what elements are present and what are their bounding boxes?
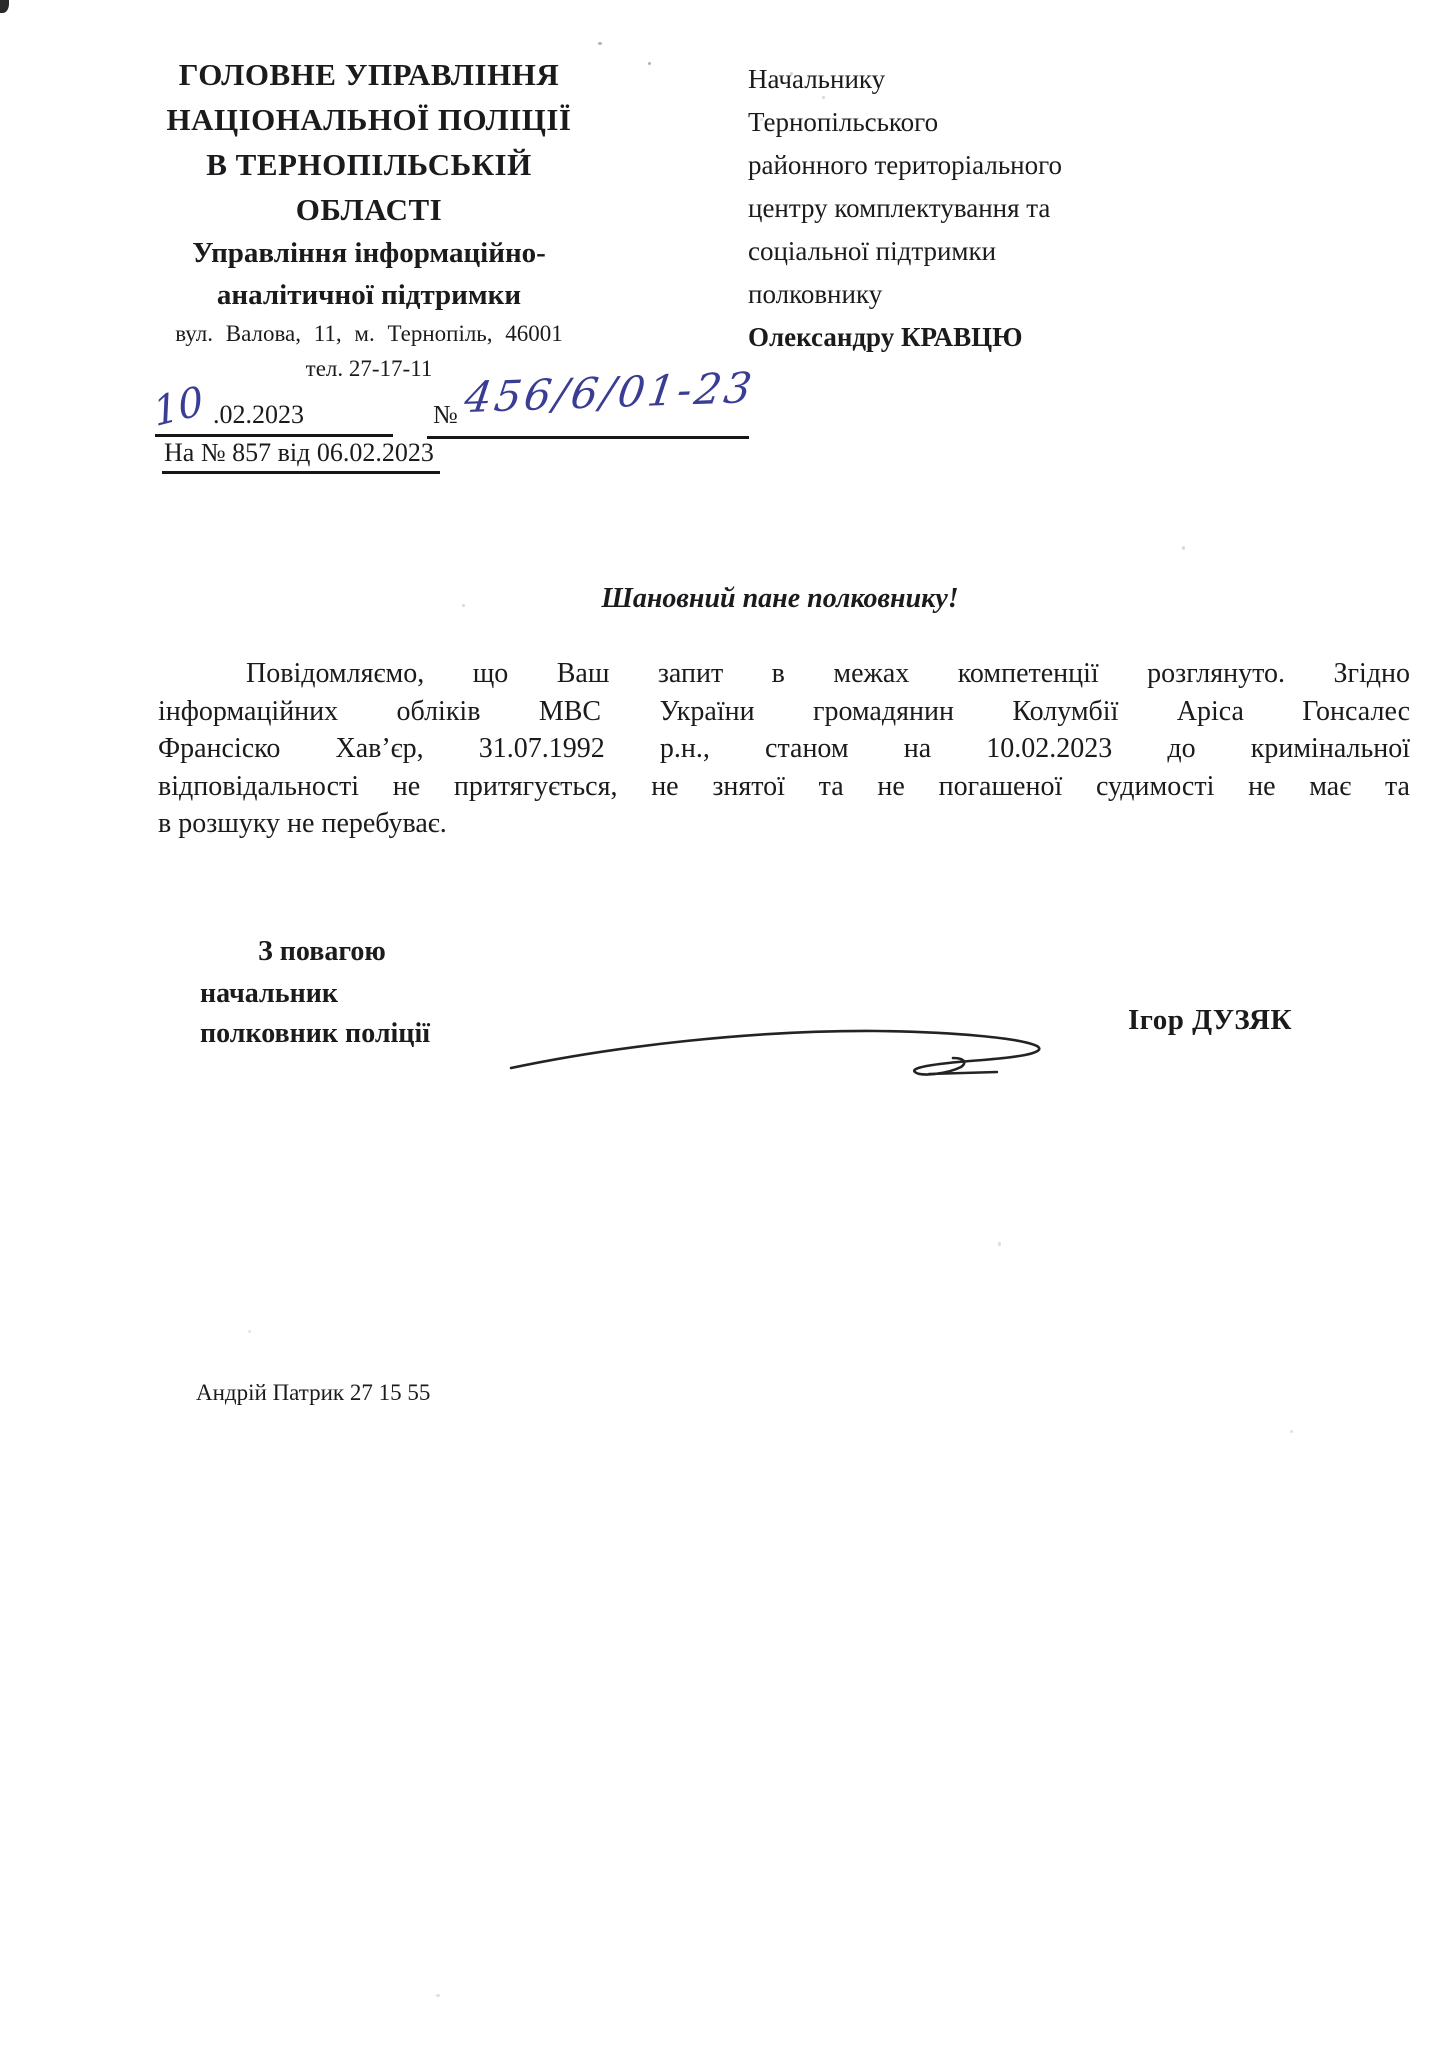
printed-date: .02.2023 <box>213 400 304 429</box>
closing-phrase: З повагою <box>258 936 386 967</box>
scan-speck <box>1182 546 1185 550</box>
recipient-name: Олександру КРАВЦЮ <box>748 322 1023 352</box>
sender-org-line: В ТЕРНОПІЛЬСЬКІЙ <box>206 147 532 182</box>
reply-to-reference: На № 857 від 06.02.2023 <box>162 438 440 474</box>
number-sign: № <box>433 400 458 429</box>
handwritten-date-day: 10 <box>150 377 207 437</box>
recipient-line: Тернопільського <box>748 107 939 137</box>
body-line: в розшуку не перебуває. <box>158 808 447 840</box>
sender-letterhead <box>130 52 608 386</box>
recipient-line: соціальної підтримки <box>748 236 997 266</box>
sender-address: вул. Валова, 11, м. Тернопіль, 46001 <box>175 321 563 346</box>
sender-org-line: ОБЛАСТІ <box>295 192 443 227</box>
recipient-line: Начальнику <box>748 64 886 94</box>
handwritten-signature <box>505 1008 1050 1093</box>
scan-speck <box>648 62 651 65</box>
body-paragraph <box>158 655 1410 843</box>
sender-org-line: ГОЛОВНЕ УПРАВЛІННЯ <box>178 57 560 92</box>
scan-speck <box>436 1994 440 1997</box>
signer-name: Ігор ДУЗЯК <box>1128 1004 1292 1036</box>
sender-phone: тел. 27-17-11 <box>305 356 433 381</box>
scan-speck <box>598 42 602 45</box>
recipient-line: районного територіального <box>748 150 1063 180</box>
sender-unit-line: Управління інформаційно- <box>192 237 546 269</box>
recipient-line: центру комплектування та <box>748 193 1051 223</box>
recipient-line: полковнику <box>748 279 883 309</box>
sender-org-line: НАЦІОНАЛЬНОЇ ПОЛІЦІЇ <box>166 102 572 137</box>
scan-speck <box>1290 1430 1293 1433</box>
body-line: Франсіско Хав’єр, 31.07.1992 р.н., станом на 10.02.2023 до кримінальної <box>158 733 1410 765</box>
sender-unit-line: аналітичної підтримки <box>216 279 522 311</box>
signer-title-line: полковник поліції <box>200 1018 431 1049</box>
salutation: Шановний пане полковнику! <box>601 583 959 614</box>
body-line: інформаційних обліків МВС України громадянин Колумбії Аріса Гонсалес <box>158 695 1410 727</box>
executor-contact: Андрій Патрик 27 15 55 <box>196 1380 431 1405</box>
recipient-block <box>748 58 1208 359</box>
scan-corner-artifact <box>0 0 9 13</box>
handwritten-registration-number: 456/6/01-23 <box>461 362 758 423</box>
body-line: Повідомляємо, що Ваш запит в межах компетенції розглянуто. Згідно <box>246 658 1410 689</box>
scan-speck <box>998 1242 1001 1246</box>
signer-title-line: начальник <box>200 978 338 1009</box>
body-line: відповідальності не притягується, не знятої та не погашеної судимості не має та <box>158 770 1410 802</box>
scan-speck <box>248 1330 251 1333</box>
